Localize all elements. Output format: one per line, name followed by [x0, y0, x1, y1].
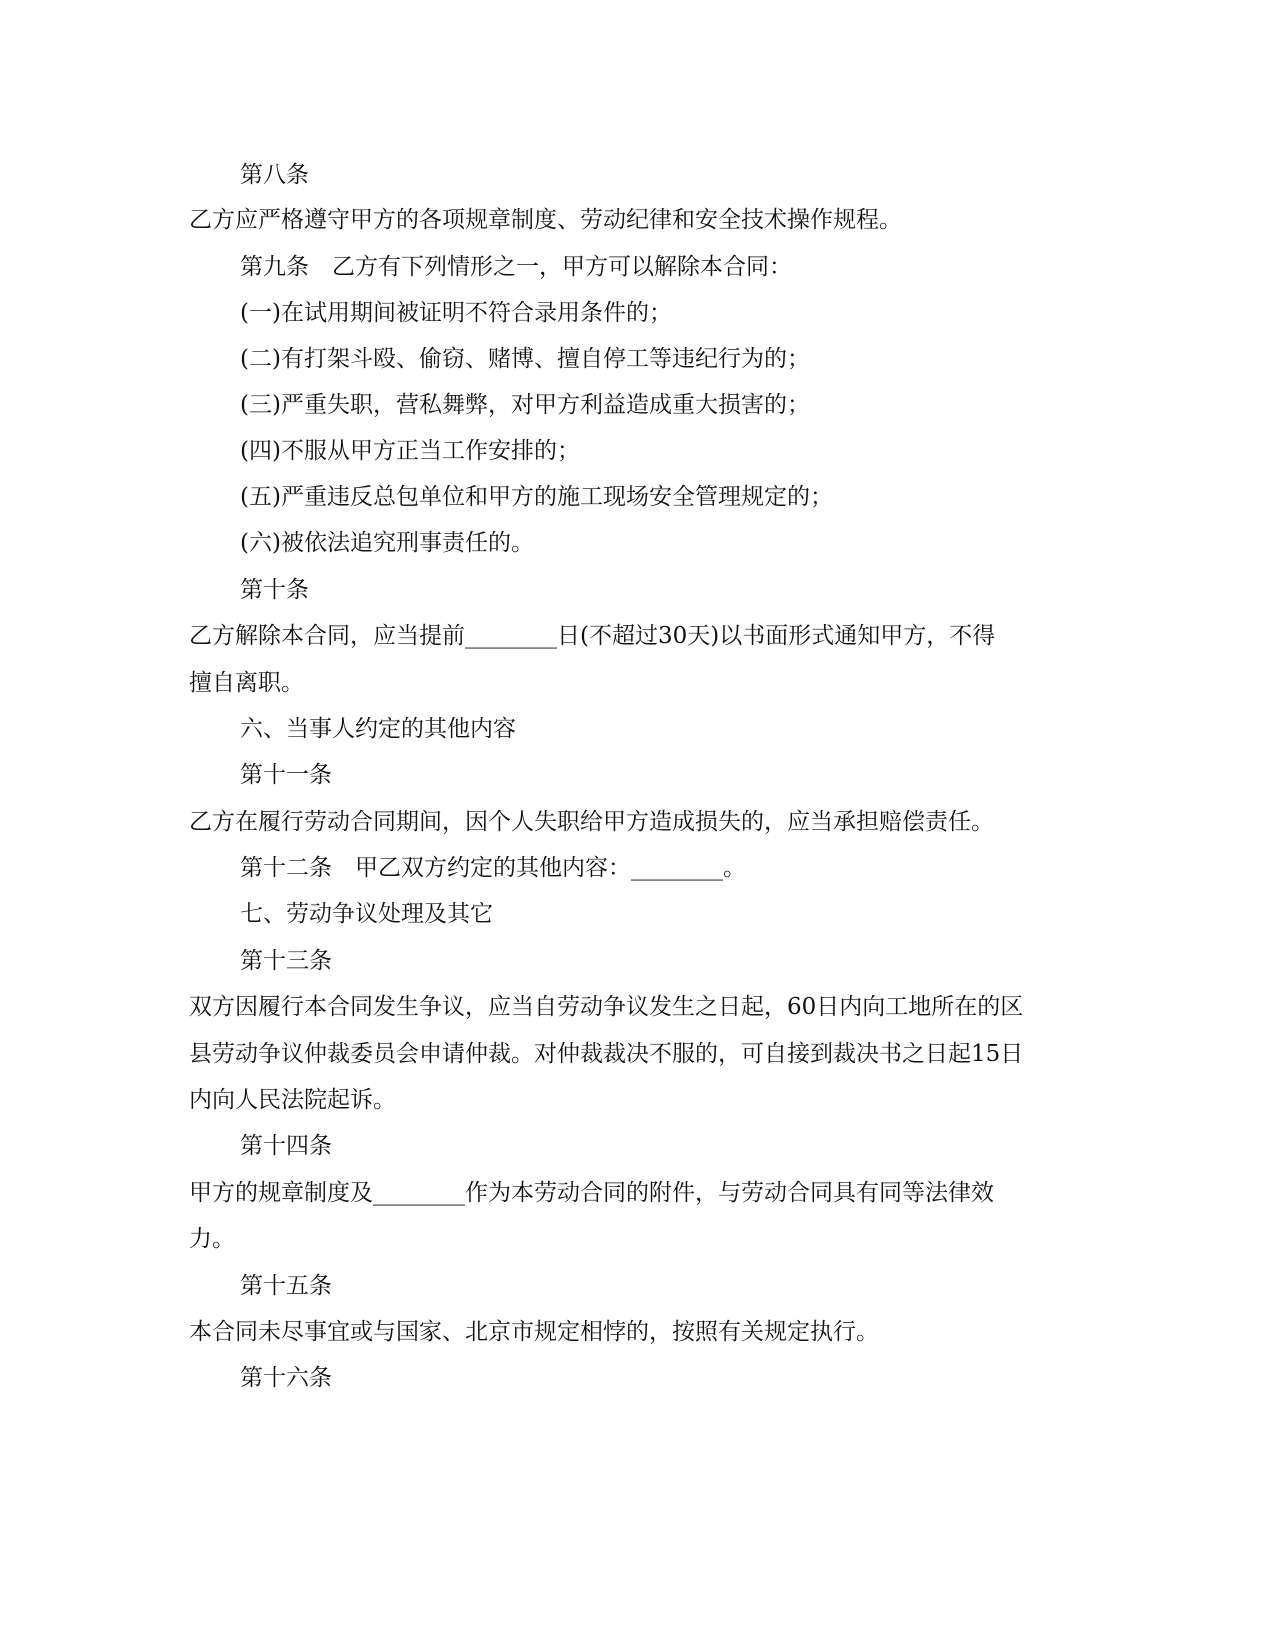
article-8-heading: 第八条	[240, 162, 309, 188]
article-9-heading: 第九条 乙方有下列情形之一，甲方可以解除本合同：	[240, 254, 792, 280]
article-13-text-line-2: 县劳动争议仲裁委员会申请仲裁。对仲裁裁决不服的，可自接到裁决书之日起15日	[189, 1041, 1024, 1067]
article-9-item-4: (四)不服从甲方正当工作安排的；	[240, 438, 580, 464]
article-10-text-line-1: 乙方解除本合同，应当提前________日(不超过30天)以书面形式通知甲方，不得	[189, 623, 996, 649]
article-10-heading: 第十条	[240, 577, 309, 603]
article-14-text-line-2: 力。	[189, 1226, 235, 1252]
article-15-text: 本合同未尽事宜或与国家、北京市规定相悖的，按照有关规定执行。	[189, 1319, 879, 1345]
article-12-text: 第十二条 甲乙双方约定的其他内容：________。	[240, 855, 746, 881]
article-11-text: 乙方在履行劳动合同期间，因个人失职给甲方造成损失的，应当承担赔偿责任。	[189, 809, 994, 835]
article-14-text-line-1: 甲方的规章制度及________作为本劳动合同的附件，与劳动合同具有同等法律效	[189, 1180, 994, 1206]
article-9-item-5: (五)严重违反总包单位和甲方的施工现场安全管理规定的；	[240, 484, 833, 510]
article-14-heading: 第十四条	[240, 1133, 332, 1159]
article-9-item-1: (一)在试用期间被证明不符合录用条件的；	[240, 300, 672, 326]
article-13-heading: 第十三条	[240, 948, 332, 974]
section-7-heading: 七、劳动争议处理及其它	[240, 901, 493, 927]
article-11-heading: 第十一条	[240, 762, 332, 788]
section-6-heading: 六、当事人约定的其他内容	[240, 716, 516, 742]
article-9-item-2: (二)有打架斗殴、偷窃、赌博、擅自停工等违纪行为的；	[240, 346, 810, 372]
article-10-text-line-2: 擅自离职。	[189, 670, 304, 696]
article-13-text-line-3: 内向人民法院起诉。	[189, 1087, 396, 1113]
article-13-text-line-1: 双方因履行本合同发生争议，应当自劳动争议发生之日起，60日内向工地所在的区	[189, 994, 1024, 1020]
article-8-text: 乙方应严格遵守甲方的各项规章制度、劳动纪律和安全技术操作规程。	[189, 207, 902, 233]
article-15-heading: 第十五条	[240, 1273, 332, 1299]
article-9-item-6: (六)被依法追究刑事责任的。	[240, 530, 534, 556]
article-9-item-3: (三)严重失职，营私舞弊，对甲方利益造成重大损害的；	[240, 392, 810, 418]
article-16-heading: 第十六条	[240, 1365, 332, 1391]
